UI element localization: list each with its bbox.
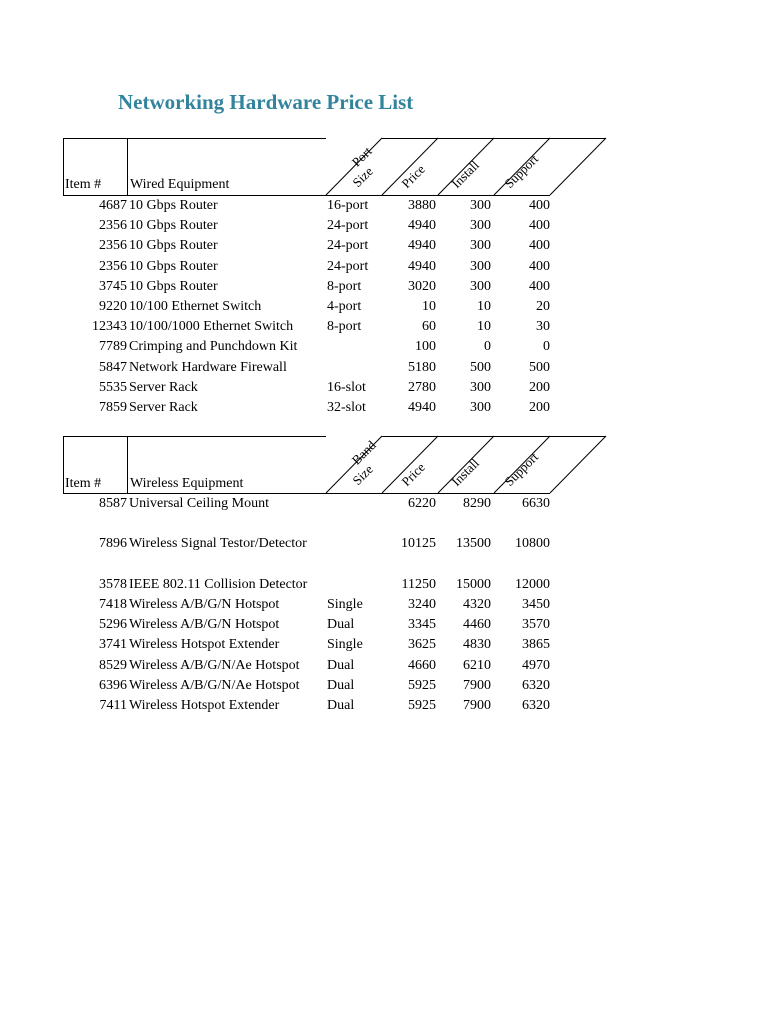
cell-size: Dual [327, 617, 355, 633]
cell-equipment-name: Server Rack [129, 379, 198, 395]
cell-equipment-name: Wireless Hotspot Extender [129, 698, 280, 713]
cell-support: 10800 [515, 536, 550, 552]
cell-price: 5925 [408, 698, 436, 713]
cell-support: 400 [529, 238, 550, 254]
column-header-wireless-equipment: Wireless Equipment [130, 476, 244, 491]
column-header-wired-equipment: Wired Equipment [130, 177, 230, 192]
cell-equipment-name: Wireless A/B/G/N Hotspot [129, 617, 280, 633]
column-header-port-size: Port Size [348, 143, 376, 190]
cell-support: 6630 [522, 496, 550, 511]
cell-install: 4460 [463, 617, 491, 633]
cell-equipment-name: Network Hardware Firewall [129, 359, 287, 375]
cell-install: 4830 [463, 637, 491, 653]
cell-support: 6320 [522, 698, 550, 713]
cell-price: 11250 [401, 576, 436, 592]
cell-price: 60 [422, 319, 436, 335]
cell-support: 3570 [522, 617, 550, 633]
cell-support: 12000 [515, 576, 550, 592]
column-header-price: Price [398, 161, 428, 191]
cell-item-number: 7411 [99, 698, 127, 713]
cell-install: 7900 [463, 677, 491, 693]
cell-install: 10 [477, 319, 491, 335]
cell-support: 400 [529, 258, 550, 274]
column-header-support: Support [501, 449, 542, 489]
cell-price: 3625 [408, 637, 436, 653]
cell-install: 300 [470, 238, 491, 254]
cell-support: 3865 [522, 637, 550, 653]
cell-equipment-name: Universal Ceiling Mount [129, 496, 269, 511]
cell-install: 300 [470, 379, 491, 395]
cell-item-number: 7859 [99, 400, 127, 415]
cell-price: 3240 [408, 597, 436, 612]
cell-size: 8-port [327, 278, 362, 294]
cell-support: 200 [529, 379, 550, 395]
cell-item-number: 6396 [99, 677, 127, 693]
cell-size: Dual [327, 677, 355, 693]
table-row [0, 555, 768, 575]
cell-size: 8-port [327, 319, 362, 335]
table-row [0, 494, 768, 514]
cell-price: 4940 [408, 218, 436, 234]
column-header-install: Install [448, 455, 482, 489]
cell-price: 10125 [401, 536, 436, 552]
cell-equipment-name: IEEE 802.11 Collision Detector [129, 576, 308, 592]
cell-support: 500 [529, 359, 550, 375]
table-row [0, 575, 768, 595]
cell-price: 3345 [408, 617, 436, 633]
cell-install: 300 [470, 198, 491, 213]
cell-price: 2780 [408, 379, 436, 395]
cell-equipment-name: Wireless Hotspot Extender [129, 637, 280, 653]
cell-item-number: 5535 [99, 379, 127, 395]
cell-size: Dual [327, 698, 355, 713]
cell-item-number: 2356 [99, 258, 127, 274]
table-row [0, 656, 768, 676]
cell-support: 6320 [522, 677, 550, 693]
cell-equipment-name: Wireless A/B/G/N/Ae Hotspot [129, 677, 300, 693]
cell-size: 16-port [327, 198, 369, 213]
cell-price: 100 [415, 339, 436, 355]
cell-item-number: 3741 [99, 637, 127, 653]
cell-size: Single [327, 597, 363, 612]
cell-equipment-name: Wireless Signal Testor/Detector [129, 536, 307, 552]
cell-price: 10 [422, 299, 436, 314]
cell-equipment-name: 10 Gbps Router [129, 238, 218, 254]
table-row [0, 696, 768, 716]
cell-price: 3020 [408, 278, 436, 294]
table-row [0, 534, 768, 554]
cell-install: 300 [470, 400, 491, 415]
cell-equipment-name: Crimping and Punchdown Kit [129, 339, 298, 355]
cell-size: 24-port [327, 238, 369, 254]
column-header-item: Item # [65, 476, 102, 491]
table-row [0, 615, 768, 635]
cell-price: 5180 [408, 359, 436, 375]
cell-item-number: 5847 [99, 359, 127, 375]
cell-price: 4940 [408, 400, 436, 415]
cell-price: 5925 [408, 677, 436, 693]
cell-item-number: 7789 [99, 339, 127, 355]
cell-size: Dual [327, 657, 355, 673]
cell-install: 13500 [456, 536, 491, 552]
cell-size: 16-slot [327, 379, 366, 395]
table-row [0, 514, 768, 534]
cell-size: 24-port [327, 258, 369, 274]
cell-support: 30 [536, 319, 550, 335]
column-header-price: Price [398, 459, 428, 489]
page-title: Networking Hardware Price List [118, 90, 414, 114]
cell-install: 10 [477, 299, 491, 314]
cell-install: 0 [484, 339, 491, 355]
cell-item-number: 3578 [99, 576, 127, 592]
cell-support: 0 [543, 339, 550, 355]
cell-support: 200 [529, 400, 550, 415]
cell-support: 3450 [522, 597, 550, 612]
cell-size: Single [327, 637, 363, 653]
table-row [0, 595, 768, 615]
cell-support: 400 [529, 198, 550, 213]
cell-install: 6210 [463, 657, 491, 673]
column-header-item: Item # [65, 177, 102, 192]
column-header-band-size: Band Size [348, 437, 379, 488]
cell-equipment-name: 10 Gbps Router [129, 218, 218, 234]
cell-item-number: 7896 [99, 536, 127, 552]
cell-price: 4940 [408, 258, 436, 274]
cell-install: 15000 [456, 576, 491, 592]
cell-support: 400 [529, 218, 550, 234]
cell-equipment-name: 10 Gbps Router [129, 258, 218, 274]
cell-item-number: 7418 [99, 597, 127, 612]
cell-size: 32-slot [327, 400, 366, 415]
cell-equipment-name: Wireless A/B/G/N Hotspot [129, 597, 280, 612]
cell-size: 24-port [327, 218, 369, 234]
column-header-install: Install [448, 157, 482, 191]
cell-install: 300 [470, 258, 491, 274]
cell-item-number: 8587 [99, 496, 127, 511]
cell-item-number: 3745 [99, 278, 127, 294]
cell-price: 4660 [408, 657, 436, 673]
cell-price: 4940 [408, 238, 436, 254]
table-row [0, 676, 768, 696]
cell-item-number: 2356 [99, 218, 127, 234]
cell-install: 300 [470, 278, 491, 294]
cell-item-number: 12343 [92, 319, 127, 335]
cell-install: 7900 [463, 698, 491, 713]
cell-install: 4320 [463, 597, 491, 612]
cell-equipment-name: 10 Gbps Router [129, 278, 218, 294]
cell-item-number: 9220 [99, 299, 127, 314]
cell-support: 400 [529, 278, 550, 294]
cell-equipment-name: 10 Gbps Router [129, 198, 218, 213]
cell-equipment-name: 10/100 Ethernet Switch [129, 299, 262, 314]
cell-equipment-name: 10/100/1000 Ethernet Switch [129, 319, 294, 335]
cell-equipment-name: Wireless A/B/G/N/Ae Hotspot [129, 657, 300, 673]
cell-price: 6220 [408, 496, 436, 511]
cell-price: 3880 [408, 198, 436, 213]
cell-equipment-name: Server Rack [129, 400, 198, 415]
cell-item-number: 2356 [99, 238, 127, 254]
cell-item-number: 8529 [99, 657, 127, 673]
cell-item-number: 5296 [99, 617, 127, 633]
cell-item-number: 4687 [99, 198, 127, 213]
cell-size: 4-port [327, 299, 362, 314]
column-header-support: Support [501, 151, 542, 191]
cell-install: 500 [470, 359, 491, 375]
table-row [0, 635, 768, 655]
cell-install: 8290 [463, 496, 491, 511]
cell-install: 300 [470, 218, 491, 234]
cell-support: 20 [536, 299, 550, 314]
cell-support: 4970 [522, 657, 550, 673]
